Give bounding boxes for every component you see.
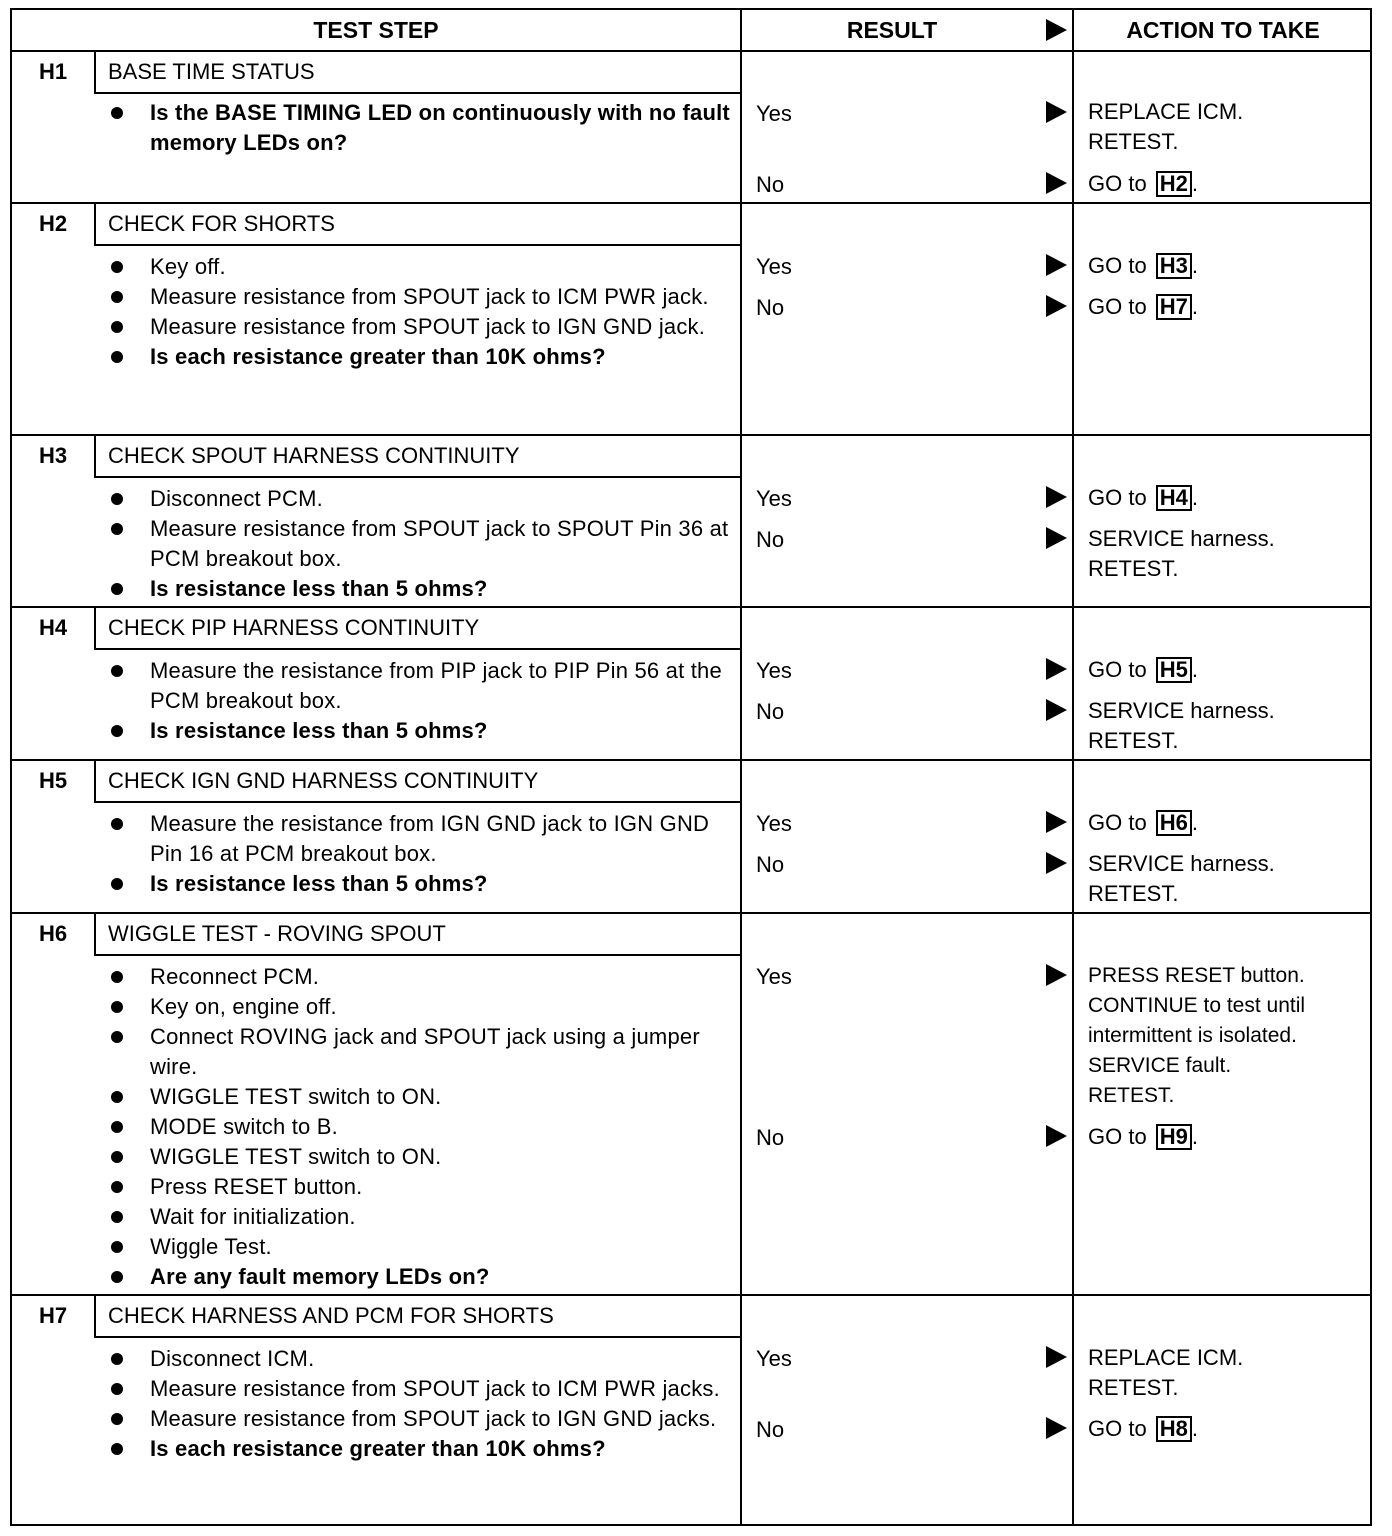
result-arrow-icon (1046, 486, 1067, 508)
step-title-divider (94, 648, 740, 650)
bullet-icon (111, 1001, 123, 1013)
step-reference: H2 (1156, 171, 1192, 197)
result-arrow-icon (1046, 699, 1067, 721)
bullet-icon (111, 1091, 123, 1103)
action-goto: GO to H3 . (1088, 253, 1199, 278)
step-id-divider (94, 204, 96, 244)
step-item: Are any fault memory LEDs on? (108, 1262, 738, 1292)
result-arrow-icon (1046, 254, 1067, 276)
bullet-icon (111, 261, 123, 273)
step-title: CHECK SPOUT HARNESS CONTINUITY (108, 443, 520, 468)
bullet-icon (111, 583, 123, 595)
step-item: Wiggle Test. (108, 1232, 738, 1262)
step-item: WIGGLE TEST switch to ON. (108, 1082, 738, 1112)
column-divider-action (1072, 10, 1074, 1526)
bullet-icon (111, 818, 123, 830)
step-item: WIGGLE TEST switch to ON. (108, 1142, 738, 1172)
header-test-step: TEST STEP (313, 17, 439, 43)
bullet-icon (111, 291, 123, 303)
action-goto: GO to H7 . (1088, 294, 1199, 319)
result-yes: Yes (756, 1346, 792, 1371)
result-arrow-icon (1046, 295, 1067, 317)
action-goto: GO to H9 . (1088, 1124, 1199, 1149)
result-yes: Yes (756, 254, 792, 279)
step-item: Is resistance less than 5 ohms? (108, 869, 738, 899)
result-arrow-icon (1046, 101, 1067, 123)
action-goto: GO to H4 . (1088, 485, 1199, 510)
header-action: ACTION TO TAKE (1126, 17, 1320, 43)
result-no: No (756, 295, 785, 320)
header-arrow-icon (1046, 19, 1067, 41)
step-id-divider (94, 52, 96, 92)
step-item: Measure resistance from SPOUT jack to SPOUT Pin 36 at PCM breakout box. (108, 514, 738, 574)
bullet-icon (111, 1151, 123, 1163)
step-id-divider (94, 914, 96, 954)
step-item: Is resistance less than 5 ohms? (108, 574, 738, 604)
step-item: Measure resistance from SPOUT jack to IGN GND jack. (108, 312, 738, 342)
bullet-icon (111, 1383, 123, 1395)
step-title-divider (94, 244, 740, 246)
step-item: Connect ROVING jack and SPOUT jack using a jumper wire. (108, 1022, 738, 1082)
action-text: SERVICE harness. RETEST. (1088, 526, 1275, 581)
bullet-icon (111, 1181, 123, 1193)
bullet-icon (111, 1031, 123, 1043)
step-title-divider (94, 954, 740, 956)
result-arrow-icon (1046, 964, 1067, 986)
result-no: No (756, 1417, 785, 1442)
step-title: CHECK HARNESS AND PCM FOR SHORTS (108, 1303, 554, 1328)
step-item: Measure the resistance from PIP jack to PIP Pin 56 at the PCM breakout box. (108, 656, 738, 716)
bullet-icon (111, 1353, 123, 1365)
step-reference: H5 (1156, 657, 1192, 683)
action-goto: GO to H8 . (1088, 1416, 1199, 1441)
step-items (108, 656, 738, 746)
bullet-icon (111, 107, 123, 119)
bullet-icon (111, 1241, 123, 1253)
step-id-divider (94, 608, 96, 648)
step-item: Measure resistance from SPOUT jack to ICM PWR jack. (108, 282, 738, 312)
result-arrow-icon (1046, 852, 1067, 874)
step-item: Press RESET button. (108, 1172, 738, 1202)
step-item: Is each resistance greater than 10K ohms? (108, 1434, 738, 1464)
step-items (108, 98, 738, 158)
bullet-icon (111, 1211, 123, 1223)
step-title: BASE TIME STATUS (108, 59, 315, 84)
action-text: REPLACE ICM. RETEST. (1088, 1345, 1244, 1400)
step-title-divider (94, 476, 740, 478)
step-id: H2 (38, 211, 68, 236)
action-goto: GO to H2 . (1088, 171, 1199, 196)
step-title: CHECK IGN GND HARNESS CONTINUITY (108, 768, 539, 793)
step-item: Is each resistance greater than 10K ohms? (108, 342, 738, 372)
bullet-icon (111, 971, 123, 983)
header-result: RESULT (846, 17, 938, 43)
bullet-icon (111, 1271, 123, 1283)
action-text: PRESS RESET button. CONTINUE to test until intermittent is isolated. SERVICE fault. RETEST. (1088, 964, 1306, 1107)
step-title: WIGGLE TEST - ROVING SPOUT (108, 921, 446, 946)
result-arrow-icon (1046, 1346, 1067, 1368)
step-items (108, 252, 738, 372)
step-id: H5 (38, 768, 68, 793)
step-title: CHECK FOR SHORTS (108, 211, 335, 236)
step-id: H1 (38, 59, 68, 84)
step-id: H3 (38, 443, 68, 468)
result-arrow-icon (1046, 527, 1067, 549)
result-no: No (756, 699, 785, 724)
step-item: Is the BASE TIMING LED on continuously with no fault memory LEDs on? (108, 98, 738, 158)
step-item: Disconnect PCM. (108, 484, 738, 514)
result-arrow-icon (1046, 172, 1067, 194)
step-items (108, 1344, 738, 1464)
result-arrow-icon (1046, 1417, 1067, 1439)
step-reference: H9 (1156, 1124, 1192, 1150)
action-text: SERVICE harness. RETEST. (1088, 698, 1275, 753)
step-id: H6 (38, 921, 68, 946)
bullet-icon (111, 665, 123, 677)
step-reference: H6 (1156, 810, 1192, 836)
step-title: CHECK PIP HARNESS CONTINUITY (108, 615, 480, 640)
step-reference: H8 (1156, 1416, 1192, 1442)
bullet-icon (111, 1443, 123, 1455)
step-reference: H4 (1156, 485, 1192, 511)
result-no: No (756, 852, 785, 877)
step-item: Key on, engine off. (108, 992, 738, 1022)
bullet-icon (111, 493, 123, 505)
bullet-icon (111, 1121, 123, 1133)
step-title-divider (94, 1336, 740, 1338)
result-arrow-icon (1046, 658, 1067, 680)
step-item: MODE switch to B. (108, 1112, 738, 1142)
result-no: No (756, 172, 785, 197)
result-yes: Yes (756, 811, 792, 836)
step-reference: H3 (1156, 253, 1192, 279)
bullet-icon (111, 351, 123, 363)
step-items (108, 809, 738, 899)
result-yes: Yes (756, 658, 792, 683)
step-items (108, 484, 738, 604)
step-title-divider (94, 92, 740, 94)
step-items (108, 962, 738, 1292)
step-reference: H7 (1156, 294, 1192, 320)
step-id: H7 (38, 1303, 68, 1328)
step-id-divider (94, 436, 96, 476)
step-item: Measure resistance from SPOUT jack to ICM PWR jacks. (108, 1374, 738, 1404)
action-text: REPLACE ICM. RETEST. (1088, 99, 1244, 154)
result-yes: Yes (756, 101, 792, 126)
action-goto: GO to H5 . (1088, 657, 1199, 682)
result-arrow-icon (1046, 1125, 1067, 1147)
bullet-icon (111, 725, 123, 737)
result-no: No (756, 1125, 785, 1150)
step-item: Measure resistance from SPOUT jack to IGN GND jacks. (108, 1404, 738, 1434)
step-item: Reconnect PCM. (108, 962, 738, 992)
step-id-divider (94, 1296, 96, 1336)
column-divider-result (740, 10, 742, 1526)
step-item: Is resistance less than 5 ohms? (108, 716, 738, 746)
action-text: SERVICE harness. RETEST. (1088, 851, 1275, 906)
step-item: Wait for initialization. (108, 1202, 738, 1232)
bullet-icon (111, 878, 123, 890)
bullet-icon (111, 523, 123, 535)
result-yes: Yes (756, 964, 792, 989)
step-id: H4 (38, 615, 68, 640)
result-arrow-icon (1046, 811, 1067, 833)
step-item: Disconnect ICM. (108, 1344, 738, 1374)
bullet-icon (111, 321, 123, 333)
step-title-divider (94, 801, 740, 803)
result-no: No (756, 527, 785, 552)
step-item: Measure the resistance from IGN GND jack to IGN GND Pin 16 at PCM breakout box. (108, 809, 738, 869)
result-yes: Yes (756, 486, 792, 511)
step-id-divider (94, 761, 96, 801)
step-item: Key off. (108, 252, 738, 282)
diagnostic-table (10, 8, 1372, 1526)
action-goto: GO to H6 . (1088, 810, 1199, 835)
bullet-icon (111, 1413, 123, 1425)
